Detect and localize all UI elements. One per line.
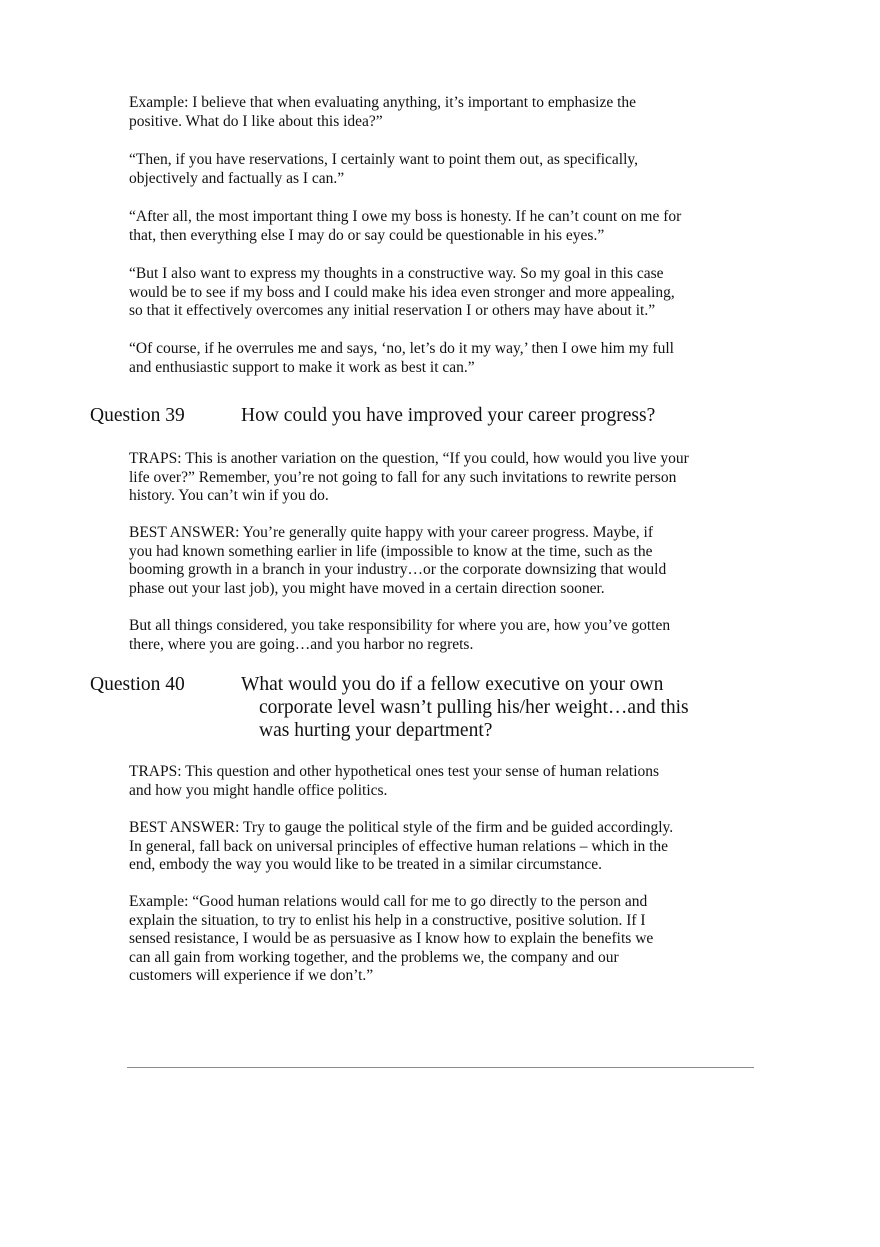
question-39-traps: TRAPS: This is another variation on the question, “If you could, how would you live your life over?” Remember, you’re not going to fall for any such invitations to rewrite person history. You can’t win if you do.	[129, 450, 689, 504]
intro-paragraph-5: “Of course, if he overrules me and says, ‘no, let’s do it my way,’ then I owe him my full and enthusiastic support to make it work as best it can.”	[129, 340, 674, 376]
question-40-title-line-1: What would you do if a fellow executive on your own	[241, 674, 664, 695]
question-39-title	[241, 404, 731, 427]
question-40-number: Question 40	[90, 674, 185, 695]
intro-paragraph-4: “But I also want to express my thoughts in a constructive way. So my goal in this case would be to see if my boss and I could make his idea even stronger and more appealing, so that it effectively overcomes any initial reservation I or others may have about it.”	[129, 265, 675, 319]
question-40-title	[241, 673, 731, 742]
footer-divider	[127, 1067, 754, 1068]
question-39-best-answer: BEST ANSWER: You’re generally quite happy with your career progress. Maybe, if you had known something earlier in life (impossible to know at the time, such as the booming growth in a branch in your industry…or the corporate downsizing that would phase out your last job), you might have moved in a certain direction sooner.	[129, 524, 667, 597]
question-39-title-text: How could you have improved your career progress?	[241, 405, 656, 426]
question-39-number: Question 39	[90, 405, 185, 426]
question-39-conclusion: But all things considered, you take responsibility for where you are, how you’ve gotten there, where you are going…and you harbor no regrets.	[129, 617, 671, 653]
question-40-title-line-2: corporate level wasn’t pulling his/her weight…and this	[259, 697, 689, 718]
intro-paragraph-3: “After all, the most important thing I owe my boss is honesty. If he can’t count on me for that, then everything else I may do or say could be questionable in his eyes.”	[129, 208, 682, 244]
intro-paragraph-2: “Then, if you have reservations, I certainly want to point them out, as specifically, objectively and factually as I can.”	[129, 151, 639, 187]
intro-paragraph-1: Example: I believe that when evaluating anything, it’s important to emphasize the positive. What do I like about this idea?”	[129, 94, 637, 130]
question-40-best-answer: BEST ANSWER: Try to gauge the political style of the firm and be guided accordingly. In general, fall back on universal principles of effective human relations – which in the end, embody the way you would like to be treated in a similar circumstance.	[129, 819, 674, 873]
question-40-title-line-3: was hurting your department?	[259, 720, 493, 741]
question-40-example: Example: “Good human relations would call for me to go directly to the person and explain the situation, to try to enlist his help in a constructive, positive solution. If I sensed resistance, I would be as persuasive as I know how to explain the benefits we can all gain from working together, and the problems we, the company and our customers will experience if we don’t.”	[129, 893, 654, 984]
question-40-traps: TRAPS: This question and other hypothetical ones test your sense of human relations and how you might handle office politics.	[129, 763, 660, 799]
